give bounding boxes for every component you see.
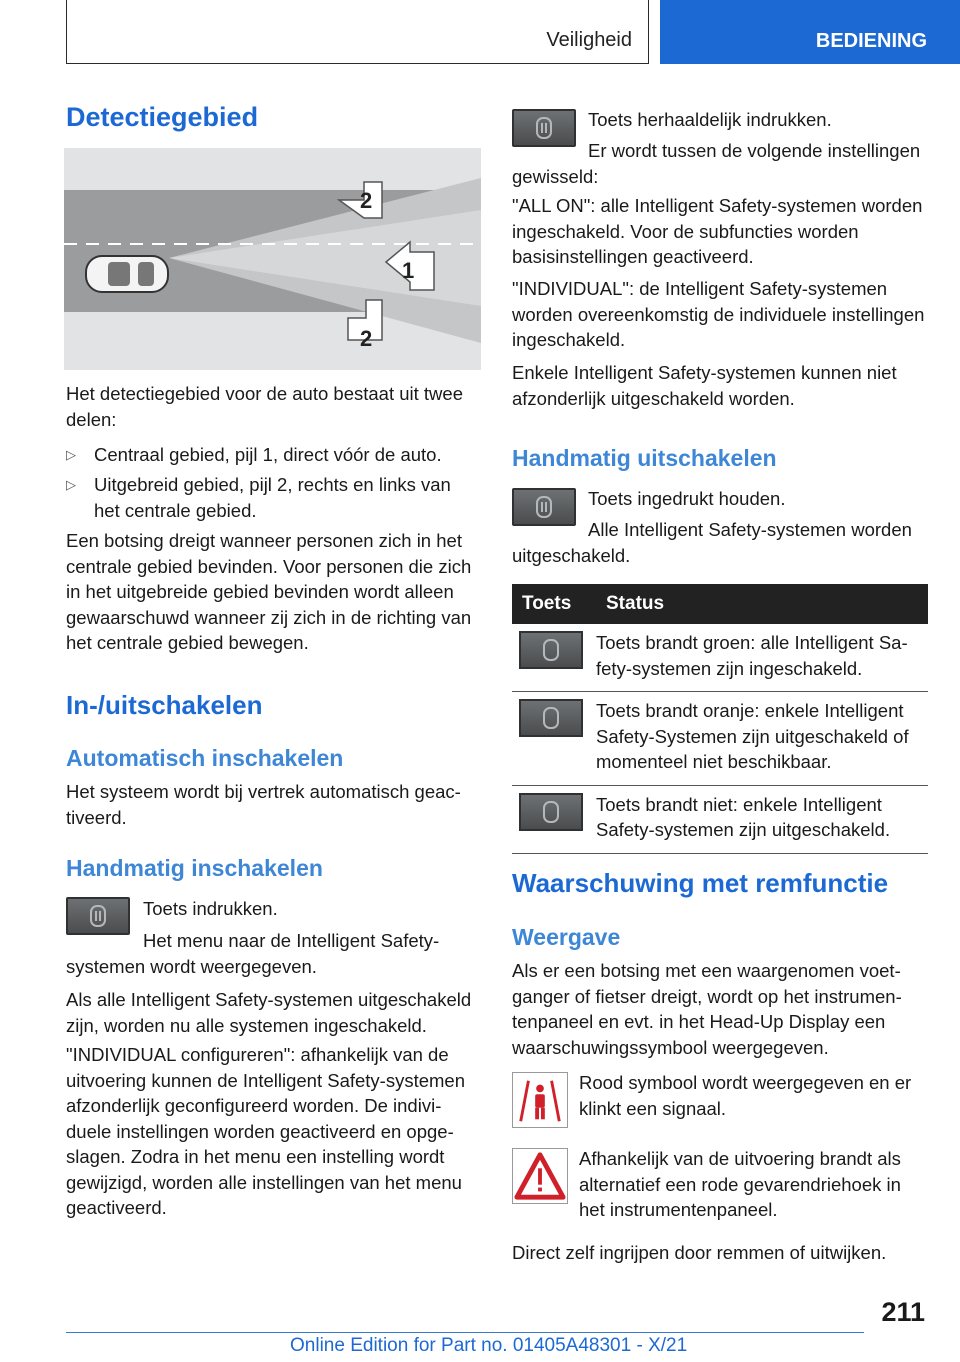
safety-button-icon bbox=[519, 631, 583, 669]
paragraph-display: Als er een botsing met een waargenomen voetganger of fietser dreigt, wordt op het instrumentenpaneel en evt. in het Head-Up Display een waarschuwingssymbool weergegeven. bbox=[512, 960, 902, 1058]
paragraph-all-on: "ALL ON": alle Intelligent Safety-systemen worden ingeschakeld. Voor de subfuncties worden basisinstellingen geactiveerd. bbox=[512, 195, 923, 267]
table-header-toets: Toets bbox=[512, 584, 596, 624]
detection-area-figure bbox=[64, 148, 481, 370]
heading-in-uitschakelen: In-/uitschakelen bbox=[66, 690, 263, 720]
page-number: 211 bbox=[881, 1297, 925, 1327]
off-line-2: Alle Intelligent Safety-systemen worden uitgeschakeld. bbox=[512, 519, 912, 566]
off-line-1: Toets ingedrukt houden. bbox=[588, 488, 786, 509]
table-row bbox=[512, 785, 928, 853]
paragraph-individual-config: "INDIVIDUAL configureren": afhankelijk van de uitvoering kunnen de Intelligent Safety-systemen afzonderlijk geconfigureerd worden. De individuele instellingen worden geactiveerd en opgeslagen. Zodra in het menu een instelling wordt gewijzigd, worden alle instellingen van het menu geactiveerd. bbox=[66, 1044, 466, 1218]
footer-divider bbox=[66, 1332, 864, 1333]
paragraph-some-systems: Enkele Intelligent Safety-systemen kunnen niet afzonderlijk uitgeschakeld worden. bbox=[512, 362, 897, 409]
warning-text-2: Afhankelijk van de uitvoering brandt als alternatief een rode gevarendriehoek in het instrumentenpaneel. bbox=[579, 1148, 901, 1220]
paragraph-collision: Een botsing dreigt wanneer personen zich in het centrale gebied bevinden. Voor personen die zich in het uitgebreide gebied bevinden wordt alleen gewaarschuwd wanneer zij zich in de richting van het centrale gebied bewegen. bbox=[66, 530, 472, 653]
manual-line-2: Het menu naar de Intelligent Safety-systemen wordt weergegeven. bbox=[66, 930, 440, 977]
table-row bbox=[512, 692, 928, 786]
status-orange: Toets brandt oranje: enkele Intelligent Safety-Systemen zijn uitgeschakeld of momenteel niet beschikbaar. bbox=[596, 692, 928, 786]
safety-button-icon bbox=[519, 699, 583, 737]
paragraph-auto: Het systeem wordt bij vertrek automatisch geactiveerd. bbox=[66, 781, 461, 828]
safety-button-icon bbox=[519, 793, 583, 831]
repeat-line-1: Toets herhaaldelijk indrukken. bbox=[588, 109, 832, 130]
intro-text: Het detectiegebied voor de auto bestaat uit twee delen: bbox=[66, 383, 463, 430]
footer-edition: Online Edition for Part no. 01405A48301 - X/21 bbox=[290, 1335, 688, 1356]
header-chapter-tab[interactable]: BEDIENING bbox=[660, 0, 960, 64]
heading-waarschuwing: Waarschuwing met remfunctie bbox=[512, 868, 889, 898]
label-2-bottom: 2 bbox=[360, 326, 373, 351]
repeat-line-2: Er wordt tussen de volgende instellingen gewisseld: bbox=[512, 140, 921, 187]
warning-text-1: Rood symbool wordt weergegeven en er klinkt een signaal. bbox=[579, 1072, 912, 1119]
warning-triangle-icon bbox=[512, 1148, 568, 1204]
header-section: Veiligheid bbox=[546, 29, 632, 51]
label-1: 1 bbox=[402, 258, 415, 283]
status-table bbox=[512, 584, 928, 854]
title-detectiegebied: Detectiegebied bbox=[66, 102, 259, 132]
manual-line-1: Toets indrukken. bbox=[143, 898, 278, 919]
heading-automatisch: Automatisch inschakelen bbox=[66, 745, 344, 771]
table-header-status: Status bbox=[596, 584, 928, 624]
heading-weergave: Weergave bbox=[512, 924, 621, 950]
label-2-top: 2 bbox=[360, 188, 373, 213]
pedestrian-warning-icon bbox=[512, 1072, 568, 1128]
bullet-triangle-icon: ▷ bbox=[66, 477, 76, 492]
status-off: Toets brandt niet: enkele Intelligent Safety-systemen zijn uitgeschakeld. bbox=[596, 785, 928, 853]
table-row bbox=[512, 624, 928, 692]
list-item: ▷ Centraal gebied, pijl 1, direct vóór de auto. bbox=[66, 442, 480, 468]
status-green: Toets brandt groen: alle Intelligent Safety-systemen zijn ingeschakeld. bbox=[596, 624, 928, 692]
bullet-triangle-icon: ▷ bbox=[66, 447, 76, 462]
paragraph-direct-action: Direct zelf ingrijpen door remmen of uitwijken. bbox=[512, 1242, 887, 1263]
paragraph-all-off: Als alle Intelligent Safety-systemen uitgeschakeld zijn, worden nu alle systemen ingeschakeld. bbox=[66, 989, 472, 1036]
paragraph-individual: "INDIVIDUAL": de Intelligent Safety-systemen worden overeenkomstig de individuele instellingen ingeschakeld. bbox=[512, 278, 925, 350]
car-icon bbox=[86, 256, 168, 292]
heading-handmatig-uit: Handmatig uitschakelen bbox=[512, 445, 777, 471]
heading-handmatig-in: Handmatig inschakelen bbox=[66, 855, 323, 881]
list-item: ▷ Uitgebreid gebied, pijl 2, rechts en links van het centrale gebied. bbox=[66, 474, 451, 521]
